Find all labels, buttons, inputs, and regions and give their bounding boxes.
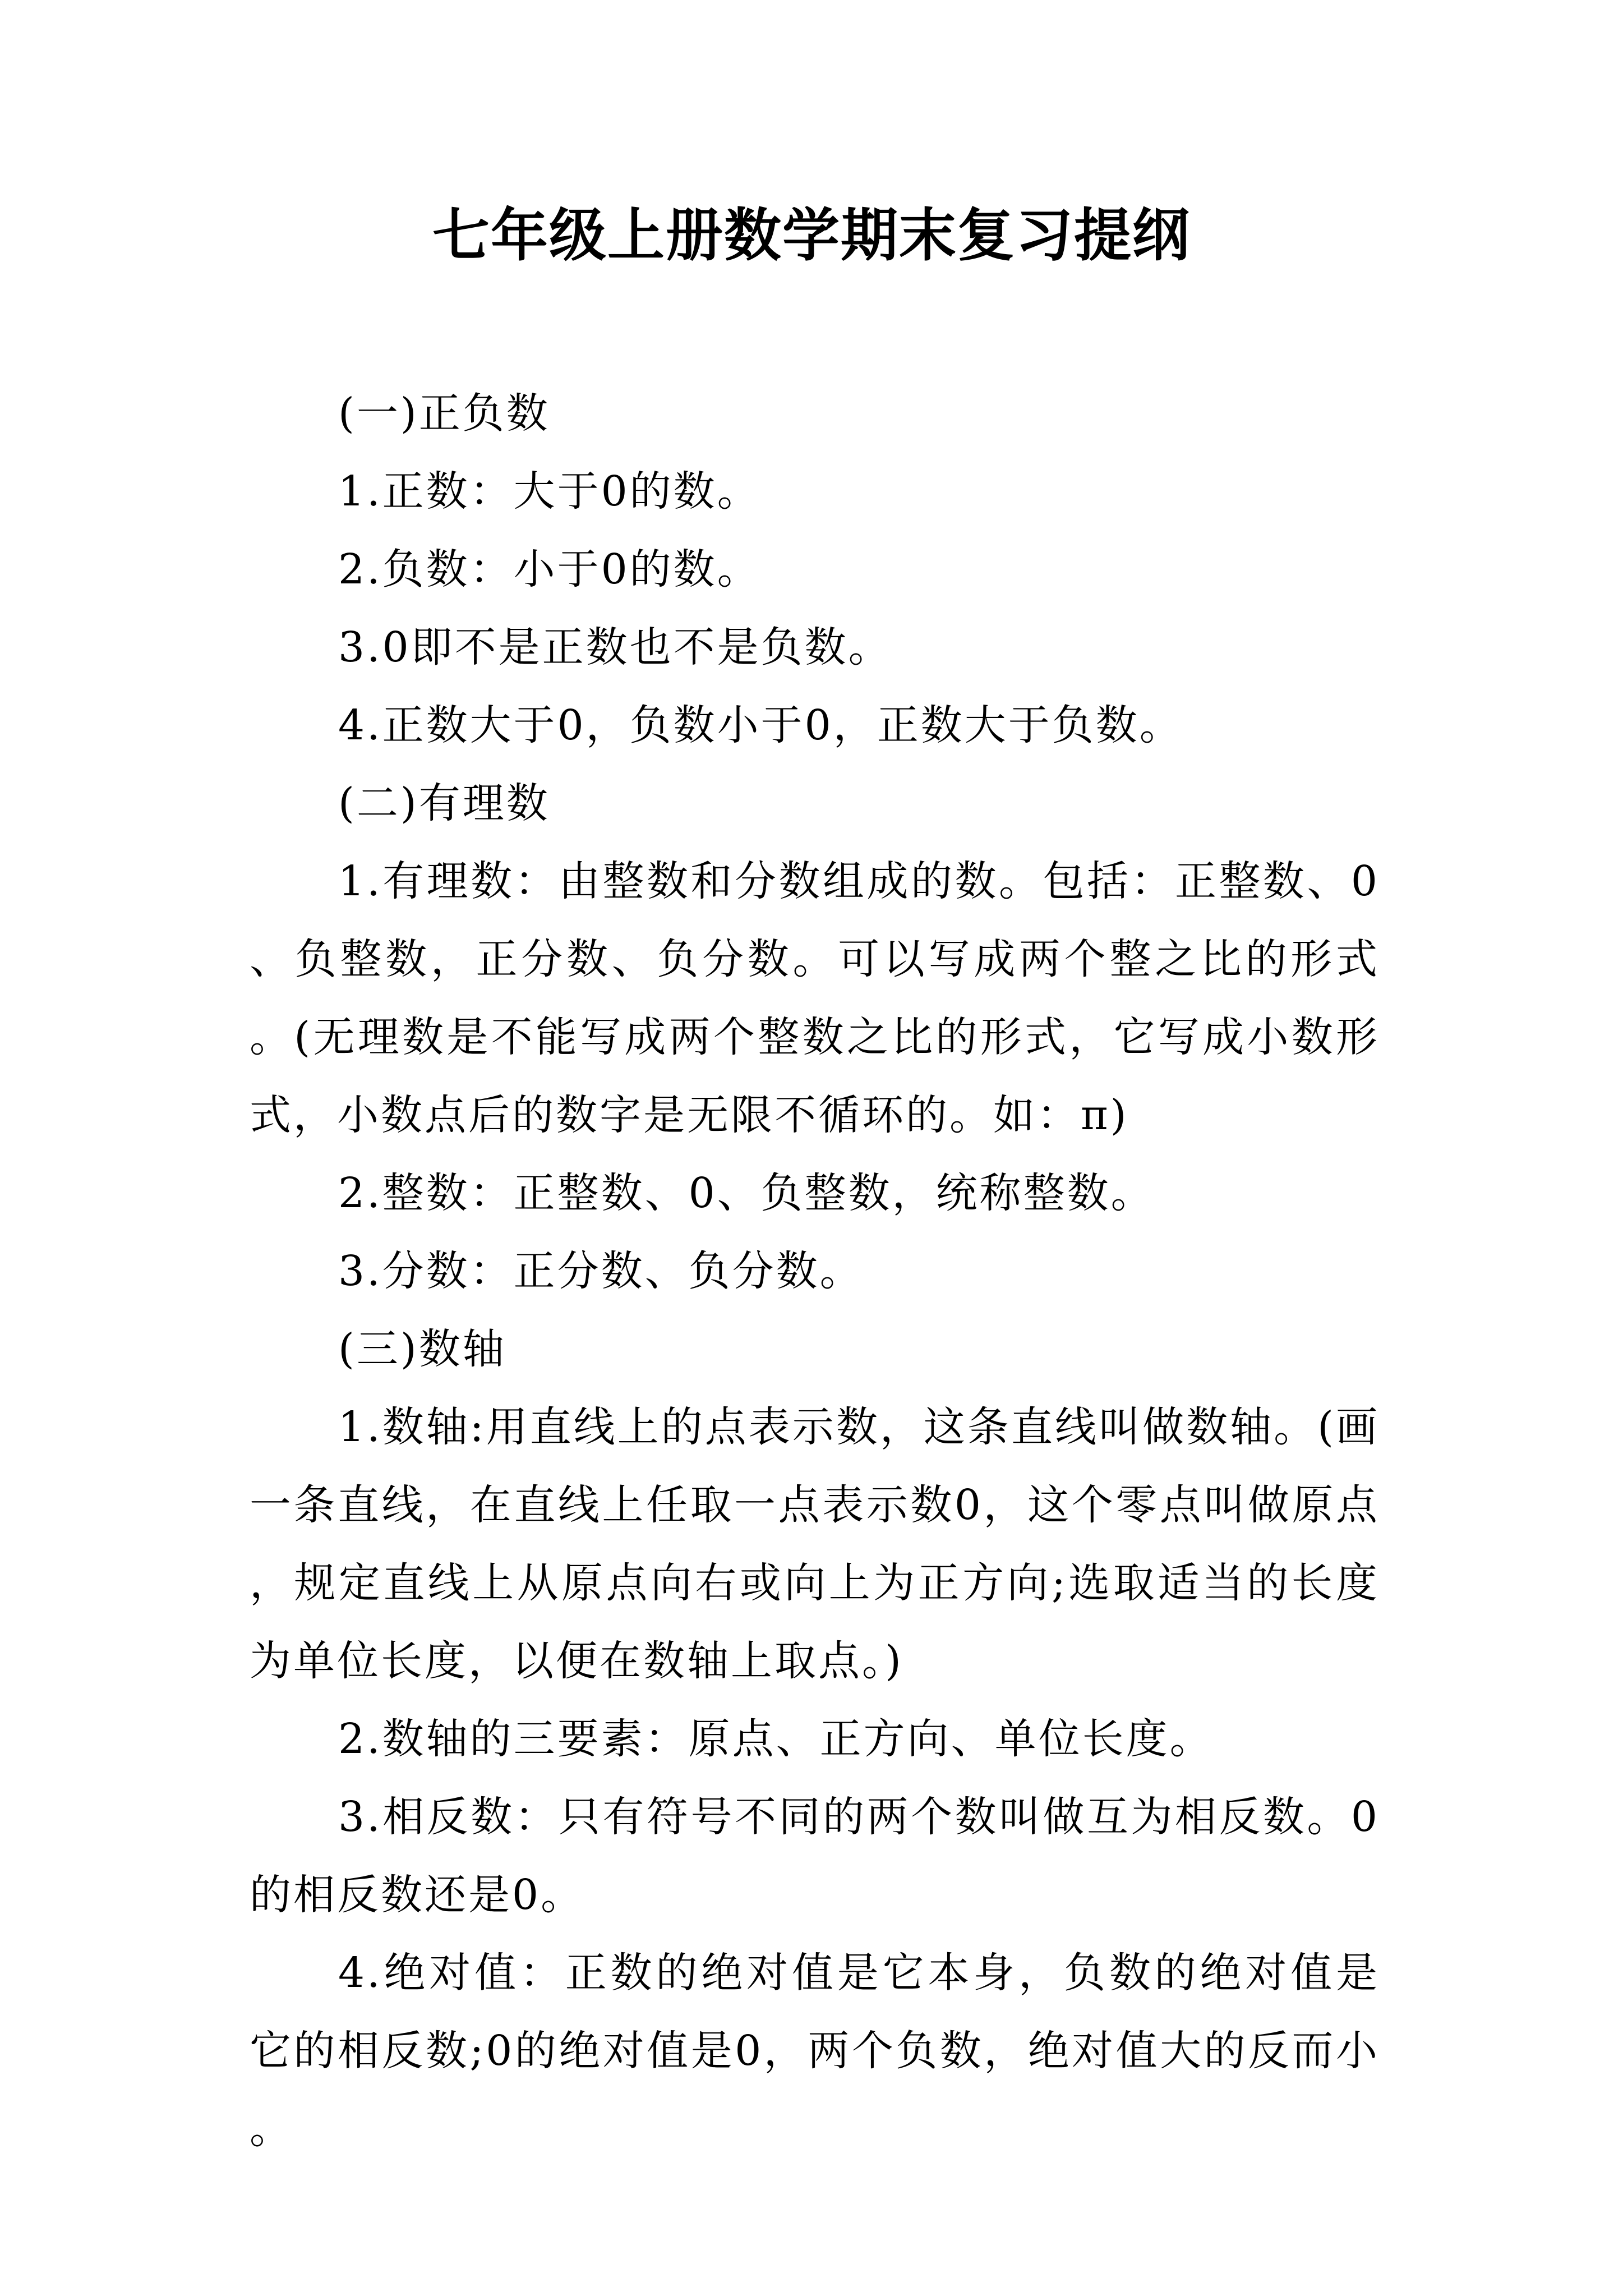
document-title: 七年级上册数学期末复习提纲 xyxy=(432,202,1191,269)
paragraph-ordering: 4.正数大于0，负数小于0，正数大于负数。 xyxy=(338,701,1183,749)
paragraph-fractions: 3.分数：正分数、负分数。 xyxy=(338,1247,864,1295)
section-heading-rational: (二)有理数 xyxy=(338,779,550,827)
paragraph-number-line-elements: 2.数轴的三要素：原点、正方向、单位长度。 xyxy=(338,1715,1214,1763)
paragraph-zero: 3.0即不是正数也不是负数。 xyxy=(338,623,892,671)
paragraph-positive-number: 1.正数：大于0的数。 xyxy=(338,467,761,516)
paragraph-negative-number: 2.负数：小于0的数。 xyxy=(338,545,761,593)
section-heading-number-line: (三)数轴 xyxy=(338,1325,506,1373)
paragraph-integers: 2.整数：正整数、0、负整数，统称整数。 xyxy=(338,1169,1155,1217)
paragraph-rational-definition: 1.有理数：由整数和分数组成的数。包括：正整数、0、负整数，正分数、负分数。可以写成两个整之比的形式。(无理数是不能写成两个整数之比的形式，它写成小数形式，小数点后的数字是无限不循环的。如：π) xyxy=(250,857,1380,1139)
section-heading-positive-negative: (一)正负数 xyxy=(338,389,550,438)
paragraph-absolute-value: 4.绝对值：正数的绝对值是它本身，负数的绝对值是它的相反数;0的绝对值是0，两个负数，绝对值大的反而小。 xyxy=(250,1949,1380,2153)
paragraph-opposite-numbers: 3.相反数：只有符号不同的两个数叫做互为相反数。0的相反数还是0。 xyxy=(250,1793,1380,1919)
paragraph-number-line-definition: 1.数轴:用直线上的点表示数，这条直线叫做数轴。(画一条直线，在直线上任取一点表示数0，这个零点叫做原点，规定直线上从原点向右或向上为正方向;选取适当的长度为单位长度，以便在数轴上取点。) xyxy=(250,1403,1380,1685)
document-body xyxy=(250,375,1380,2168)
